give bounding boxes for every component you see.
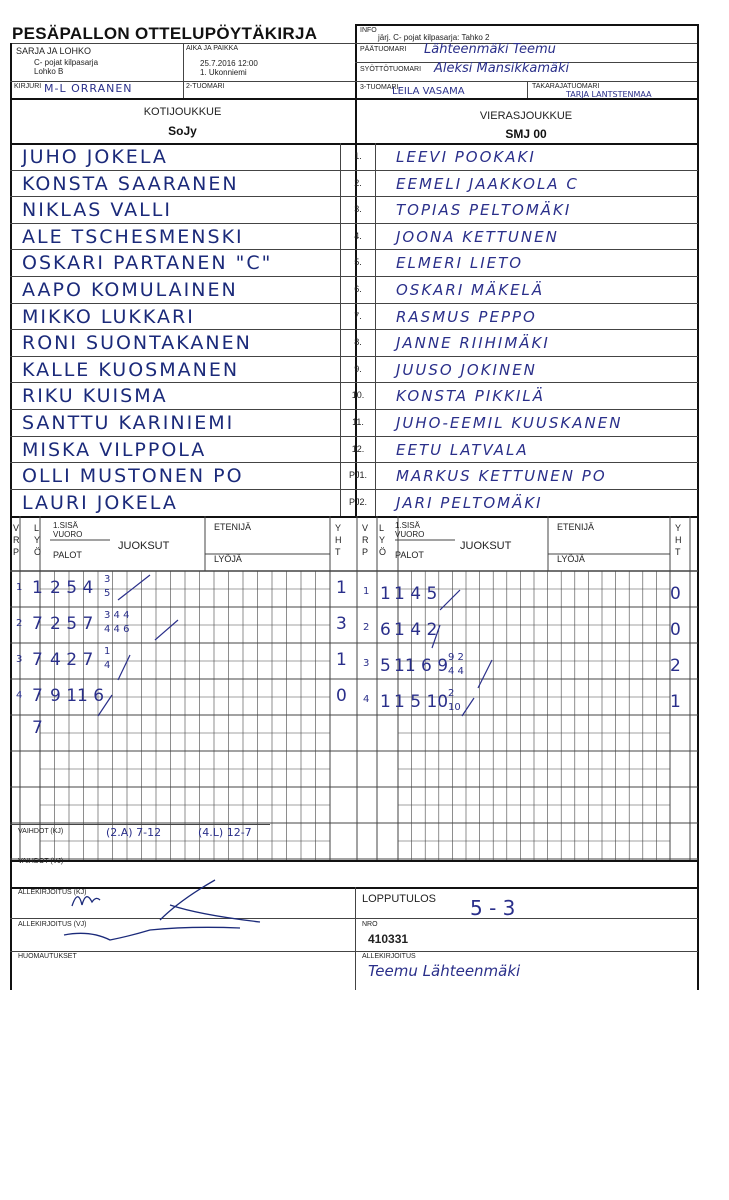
away-inning-palot: 1 5 10 bbox=[394, 692, 449, 712]
lyoja-header-away: LYÖJÄ bbox=[557, 554, 585, 564]
player-number: 10. bbox=[351, 390, 365, 401]
home-player-name: SANTTU KARINIEMI bbox=[22, 412, 235, 434]
home-inning-frac-top: 1 bbox=[104, 646, 111, 657]
vrp-header-away: V R P bbox=[362, 523, 369, 557]
home-inning-total: 1 bbox=[336, 650, 347, 670]
player-number: 7. bbox=[354, 310, 362, 321]
away-player-name: LEEVI POOKAKI bbox=[396, 148, 536, 166]
away-inning-vrp: 4 bbox=[363, 694, 370, 705]
lyo-header-away: L Y Ö bbox=[379, 523, 387, 557]
writer-value: M-L ORRANEN bbox=[44, 82, 133, 95]
away-inning-frac-bot: 4 4 bbox=[448, 666, 464, 677]
home-inning-vrp: 2 bbox=[16, 618, 23, 629]
back-umpire-value: TARJA LANTSTENMAA bbox=[566, 90, 652, 99]
palot-header-away: PALOT bbox=[395, 550, 424, 560]
home-inning-frac-bot: 5 bbox=[104, 588, 111, 599]
notes-label: HUOMAUTUKSET bbox=[18, 953, 77, 960]
home-player-name: MIKKO LUKKARI bbox=[22, 305, 195, 328]
player-number: 3. bbox=[354, 204, 362, 215]
player-number: 1. bbox=[354, 151, 362, 161]
away-inning-lyo: 1 bbox=[380, 692, 391, 712]
player-number: 11. bbox=[352, 417, 364, 427]
home-inning-palot: 9 11 6 bbox=[50, 686, 105, 706]
player-number: 12. bbox=[351, 443, 365, 454]
home-inning-vrp: 1 bbox=[16, 582, 23, 593]
away-player-name: OSKARI MÄKELÄ bbox=[396, 281, 545, 299]
player-number: PJ1. bbox=[348, 470, 367, 481]
result-label: LOPPUTULOS bbox=[362, 893, 436, 905]
away-inning-frac-top: 2 bbox=[448, 688, 455, 699]
signature-away-label: ALLEKIRJOITUS (VJ) bbox=[18, 921, 87, 928]
home-player-name: RONI SUONTAKANEN bbox=[22, 332, 252, 355]
player-number: 2. bbox=[354, 177, 362, 188]
second-umpire-label: 2-TUOMARI bbox=[186, 83, 225, 90]
away-inning-total: 0 bbox=[670, 584, 681, 604]
away-player-name: JUUSO JOKINEN bbox=[396, 360, 537, 379]
info-value: järj. C- pojat kilpasarja: Tahko 2 bbox=[378, 33, 490, 42]
away-inning-vrp: 3 bbox=[363, 658, 370, 669]
away-inning-palot: 1 4 2 bbox=[394, 620, 438, 640]
head-umpire-label: PÄÄTUOMARI bbox=[360, 46, 407, 53]
away-player-name: JOONA KETTUNEN bbox=[396, 227, 559, 246]
nro-label: NRO bbox=[362, 921, 378, 928]
home-player-name: LAURI JOKELA bbox=[22, 491, 178, 514]
away-player-name: KONSTA PIKKILÄ bbox=[396, 387, 545, 406]
home-player-name: MISKA VILPPOLA bbox=[22, 438, 207, 461]
info-label: INFO bbox=[360, 27, 377, 34]
substitution-home-2: (4.L) 12-7 bbox=[198, 826, 252, 839]
place-value: 1. Ukonniemi bbox=[200, 68, 247, 77]
back-umpire-label: TAKARAJATUOMARI bbox=[532, 83, 600, 90]
away-signature-stroke bbox=[64, 927, 240, 940]
player-number: 6. bbox=[354, 284, 362, 294]
away-inning-vrp: 1 bbox=[363, 586, 370, 597]
away-inning-palot: 11 6 9 bbox=[394, 656, 449, 676]
away-inning-lyo: 5 bbox=[380, 656, 391, 676]
home-inning-frac-bot: 4 bbox=[104, 660, 111, 671]
home-inning-lyo: 1 bbox=[32, 578, 43, 598]
player-number: PJ2. bbox=[348, 496, 367, 507]
home-inning-frac-top: 3 bbox=[104, 574, 111, 585]
time-place-label: AIKA JA PAIKKA bbox=[186, 45, 239, 52]
home-player-name: KALLE KUOSMANEN bbox=[22, 358, 240, 381]
lyoja-header-home: LYÖJÄ bbox=[214, 554, 242, 564]
signature-label: ALLEKIRJOITUS bbox=[362, 953, 416, 960]
home-inning-total: 1 bbox=[336, 578, 347, 598]
home-player-name: AAPO KOMULAINEN bbox=[22, 279, 238, 301]
substitutions-home-label: VAIHDOT (KJ) bbox=[18, 828, 64, 835]
away-inning-total: 0 bbox=[670, 620, 681, 640]
away-inning-total: 1 bbox=[670, 692, 681, 712]
home-inning-lyo: 7 bbox=[32, 686, 43, 706]
home-inning-frac-bot: 4 4 6 bbox=[104, 624, 130, 635]
head-umpire-value: Lähteenmäki Teemu bbox=[424, 42, 556, 57]
yht-header-away: Y H T bbox=[675, 523, 682, 557]
juoksut-header-away: JUOKSUT bbox=[460, 540, 512, 552]
series-value: C- pojat kilpasarja bbox=[34, 58, 99, 67]
home-player-name: RIKU KUISMA bbox=[22, 385, 168, 408]
document-title: PESÄPALLON OTTELUPÖYTÄKIRJA bbox=[12, 24, 318, 43]
third-umpire-label: 3-TUOMARI bbox=[360, 84, 399, 91]
home-inning-palot: 4 2 7 bbox=[50, 650, 94, 670]
home-signature-stroke bbox=[160, 880, 260, 922]
player-number: 9. bbox=[354, 363, 362, 374]
home-inning-palot: 2 5 7 bbox=[50, 614, 94, 634]
home-player-name: KONSTA SAARANEN bbox=[22, 172, 239, 195]
datetime-value: 25.7.2016 12:00 bbox=[200, 59, 258, 68]
home-inning-lyo: 7 bbox=[32, 650, 43, 670]
home-signature-mark bbox=[72, 897, 100, 906]
juoksut-header-home: JUOKSUT bbox=[118, 540, 170, 552]
away-player-name: ELMERI LIETO bbox=[396, 254, 524, 273]
player-number: 8. bbox=[354, 337, 362, 348]
result-value: 5 - 3 bbox=[470, 896, 516, 920]
sisa-header-away: 1.SISÄ VUORO bbox=[395, 521, 425, 539]
away-player-name: JARI PELTOMÄKI bbox=[396, 493, 543, 512]
substitution-home-1: (2.A) 7-12 bbox=[106, 826, 162, 839]
away-team-name: SMJ 00 bbox=[505, 127, 547, 141]
yht-header-home: Y H T bbox=[335, 523, 342, 557]
writer-label: KIRJURI bbox=[14, 83, 42, 90]
vrp-header-home: V R P bbox=[13, 523, 20, 557]
away-player-name: MARKUS KETTUNEN PO bbox=[396, 467, 607, 486]
signature-value: Teemu Lähteenmäki bbox=[368, 962, 521, 980]
home-team-name: SoJy bbox=[168, 124, 197, 138]
player-number: 4. bbox=[354, 230, 362, 241]
home-player-name: OLLI MUSTONEN PO bbox=[22, 465, 244, 488]
scorer-umpire-label: SYÖTTÖTUOMARI bbox=[360, 66, 422, 73]
series-label: SARJA JA LOHKO bbox=[16, 46, 92, 56]
away-player-name: TOPIAS PELTOMÄKI bbox=[396, 201, 572, 220]
away-inning-total: 2 bbox=[670, 656, 681, 676]
away-team-label: VIERASJOUKKUE bbox=[479, 110, 573, 122]
signature-home-label: ALLEKIRJOITUS (KJ) bbox=[18, 889, 87, 896]
home-player-name: OSKARI PARTANEN "C" bbox=[22, 252, 273, 275]
sisa-header-home: 1.SISÄ VUORO bbox=[53, 521, 83, 539]
lohko-value: Lohko B bbox=[34, 67, 64, 76]
away-inning-vrp: 2 bbox=[363, 622, 370, 633]
home-inning-total: 0 bbox=[336, 686, 347, 706]
home-player-name: ALE TSCHESMENSKI bbox=[22, 225, 244, 248]
lyo-header-home: L Y Ö bbox=[34, 523, 42, 557]
substitutions-away-label: VAIHDOT (VJ) bbox=[18, 858, 64, 865]
home-inning-vrp: 4 bbox=[16, 690, 23, 701]
away-player-name: JANNE RIIHIMÄKI bbox=[396, 334, 550, 353]
home-team-label: KOTIJOUKKUE bbox=[143, 106, 222, 118]
away-inning-lyo: 6 bbox=[380, 620, 391, 640]
home-inning-lyo: 7 bbox=[32, 718, 43, 738]
home-inning-vrp: 3 bbox=[16, 654, 23, 665]
scorer-umpire-value: Aleksi Mansikkamäki bbox=[434, 61, 570, 76]
away-player-name: EETU LATVALA bbox=[396, 440, 529, 459]
home-inning-lyo: 7 bbox=[32, 614, 43, 634]
nro-value: 410331 bbox=[368, 932, 409, 946]
etenija-header-home: ETENIJÄ bbox=[214, 522, 252, 532]
home-player-name: NIKLAS VALLI bbox=[22, 199, 172, 222]
home-inning-total: 3 bbox=[336, 614, 347, 634]
away-inning-palot: 1 4 5 bbox=[394, 584, 438, 604]
home-inning-palot: 2 5 4 bbox=[50, 578, 94, 598]
away-inning-lyo: 1 bbox=[380, 584, 391, 604]
etenija-header-away: ETENIJÄ bbox=[557, 522, 595, 532]
player-number: 5. bbox=[354, 257, 362, 268]
away-inning-frac-bot: 10 bbox=[448, 702, 461, 713]
palot-header-home: PALOT bbox=[53, 550, 82, 560]
away-inning-frac-top: 9 2 bbox=[448, 652, 464, 663]
home-inning-frac-top: 3 4 4 bbox=[104, 610, 130, 621]
third-umpire-value: LEILA VASAMA bbox=[392, 86, 465, 97]
away-player-name: JUHO-EEMIL KUUSKANEN bbox=[396, 414, 623, 432]
home-player-name: JUHO JOKELA bbox=[22, 146, 168, 168]
away-player-name: RASMUS PEPPO bbox=[396, 307, 537, 326]
away-player-name: EEMELI JAAKKOLA C bbox=[396, 174, 579, 193]
